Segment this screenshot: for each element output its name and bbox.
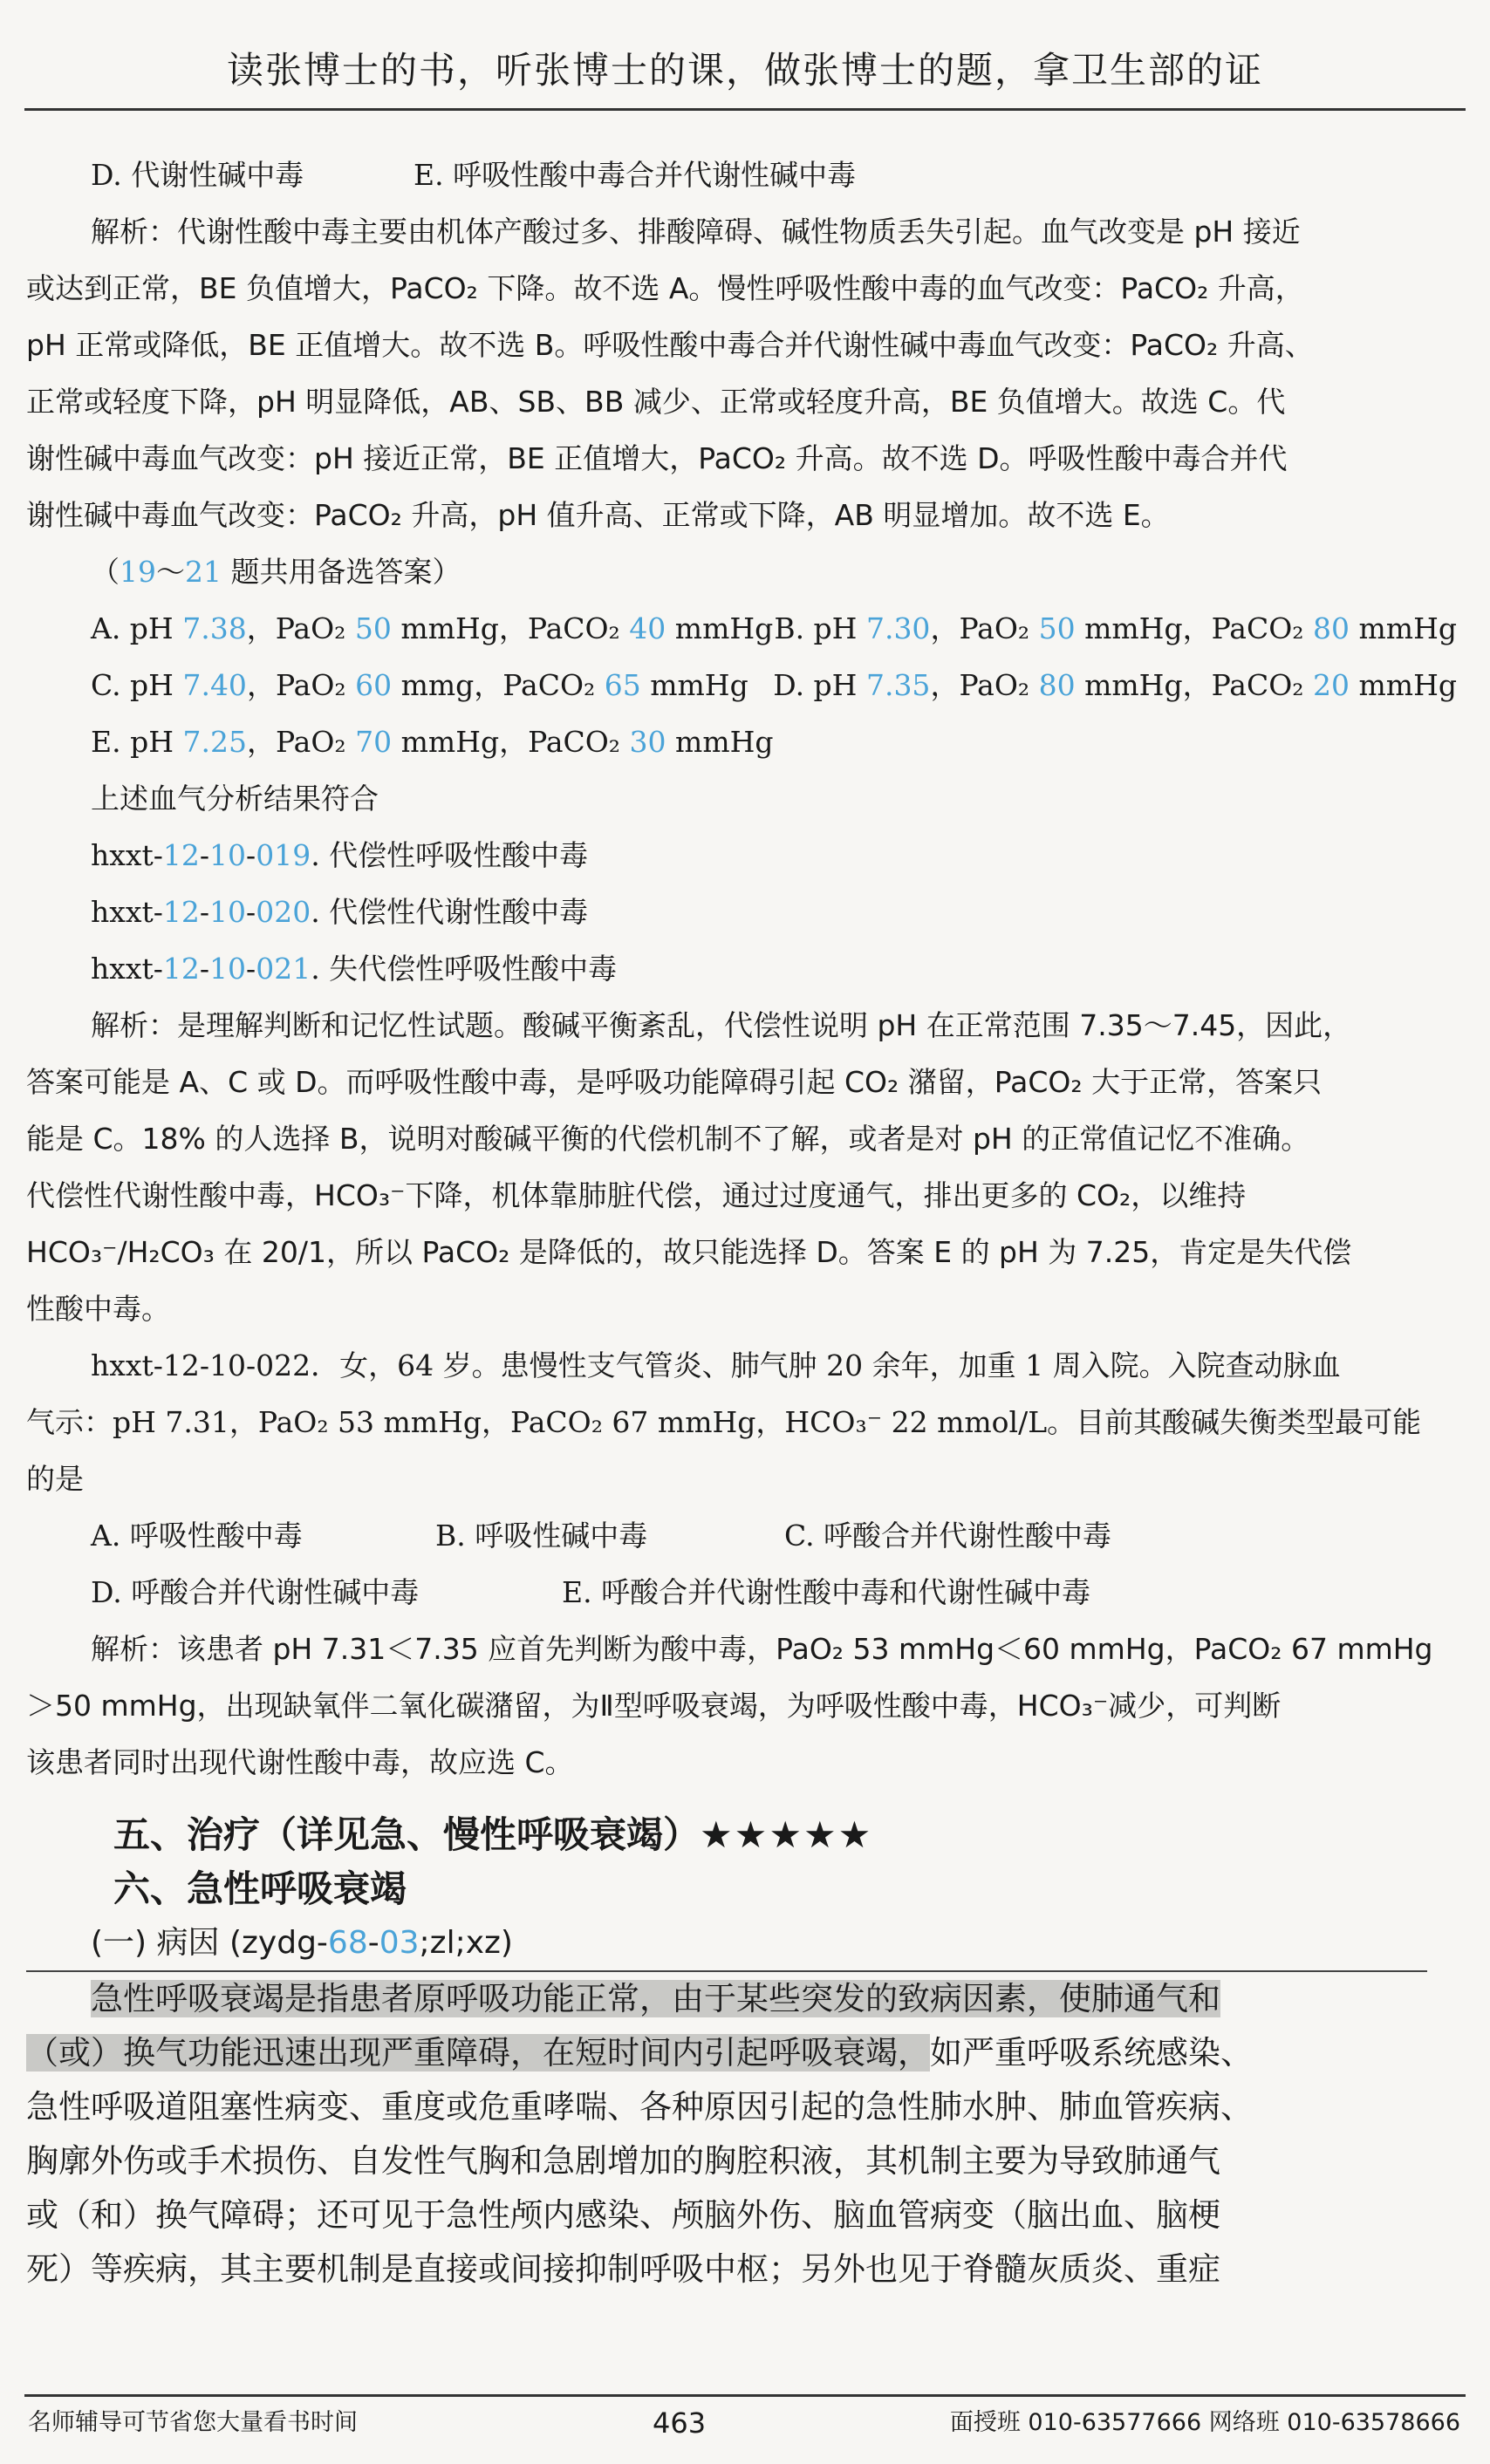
explanation-line: ＞50 mmHg，出现缺氧伴二氧化碳潴留，为Ⅱ型呼吸衰竭，为呼吸性酸中毒，HCO₃⁻减少，可判断	[26, 1689, 1282, 1723]
paco2-value: 65	[604, 668, 641, 702]
section-6-heading: 六、急性呼吸衰竭	[113, 1867, 407, 1910]
q18-options-de	[26, 147, 1457, 203]
question-item	[26, 827, 1457, 884]
stem-line: 的是	[26, 1462, 84, 1496]
outline-code-num: 03	[379, 1925, 420, 1961]
intro-text: （	[91, 555, 120, 589]
explanation-line: 正常或轻度下降，pH 明显降低，AB、SB、BB 减少、正常或轻度升高，BE 负值增大。故选 C。代	[26, 385, 1286, 419]
highlighted-text: 急性呼吸衰竭是指患者原呼吸功能正常，由于某些突发的致病因素，使肺通气和	[91, 1980, 1220, 2017]
shared-answers-intro	[26, 543, 1457, 600]
explanation-line: 解析：该患者 pH 7.31＜7.35 应首先判断为酸中毒，PaO₂ 53 mmHg＜60 mmHg，PaCO₂ 67 mmHg	[91, 1632, 1433, 1666]
shared-option-e	[26, 713, 1457, 770]
question-code: -	[199, 838, 210, 872]
question-code: -	[246, 952, 256, 986]
explanation-line: 解析：是理解判断和记忆性试题。酸碱平衡紊乱，代偿性说明 pH 在正常范围 7.35～7.45，因此，	[91, 1008, 1352, 1042]
option-text: ，PaO₂	[246, 611, 355, 645]
body-line	[26, 2026, 1457, 2080]
subsection-title: ;zl;xz)	[419, 1925, 513, 1961]
option-label: A. pH	[91, 611, 183, 645]
question-code: -	[199, 952, 210, 986]
body-line: 胸廓外伤或手术损伤、自发性气胸和急剧增加的胸腔积液，其机制主要为导致肺通气	[26, 2142, 1220, 2180]
option-text: mmg，PaCO₂	[392, 668, 605, 702]
option-label: C. pH	[91, 668, 183, 702]
subsection-1-heading	[26, 1916, 1427, 1972]
paco2-value: 20	[1313, 668, 1350, 702]
explanation-line: 性酸中毒。	[26, 1292, 170, 1326]
q22-option-e: E. 呼酸合并代谢性酸中毒和代谢性碱中毒	[562, 1575, 1091, 1609]
q22-option-a: A. 呼吸性酸中毒	[91, 1519, 303, 1553]
option-text: mmHg	[1350, 611, 1457, 645]
question-code-num: 12	[162, 838, 200, 872]
subsection-title: (一) 病因 (zydg-	[91, 1925, 328, 1961]
shared-option-b	[774, 600, 1457, 657]
explanation-line: 谢性碱中毒血气改变：pH 接近正常，BE 正值增大，PaCO₂ 升高。故不选 D。呼吸性酸中毒合并代	[26, 441, 1288, 475]
ph-value: 7.40	[182, 668, 247, 702]
header-title: 读张博士的书，听张博士的课，做张博士的题，拿卫生部的证	[226, 49, 1263, 92]
q18-option-e: E. 呼吸性酸中毒合并代谢性碱中毒	[414, 158, 857, 192]
explanation-line: 解析：代谢性酸中毒主要由机体产酸过多、排酸障碍、碱性物质丢失引起。血气改变是 pH 接近	[91, 215, 1301, 249]
question-code-num: 10	[209, 895, 247, 929]
intro-text: ～	[156, 555, 185, 589]
question-code-num: 020	[256, 895, 311, 929]
question-code-num: 019	[256, 838, 311, 872]
option-text: mmHg，PaCO₂	[391, 611, 630, 645]
q18-option-d: D. 代谢性碱中毒	[91, 158, 304, 192]
option-text: mmHg	[1350, 668, 1457, 702]
ph-value: 7.25	[182, 725, 247, 759]
question-code-num: 021	[256, 952, 311, 986]
page-footer	[24, 2394, 1466, 2449]
stem-line: 气示：pH 7.31，PaO₂ 53 mmHg，PaCO₂ 67 mmHg，HCO₃⁻ 22 mmol/L。目前其酸碱失衡类型最可能	[26, 1405, 1422, 1439]
question-code: hxxt-	[91, 895, 163, 929]
option-label: E. pH	[91, 725, 183, 759]
explanation-line: 能是 C。18% 的人选择 B，说明对酸碱平衡的代偿机制不了解，或者是对 pH 的正常值记忆不准确。	[26, 1122, 1310, 1156]
option-text: ，PaO₂	[930, 611, 1039, 645]
paco2-value: 80	[1313, 611, 1350, 645]
footer-contact: 面授班 010-63577666 网络班 010-63578666	[949, 2409, 1460, 2436]
page-number: 463	[653, 2406, 707, 2440]
outline-code-num: 68	[327, 1925, 368, 1961]
shared-options-row	[26, 657, 1457, 713]
question-code-num: 10	[209, 952, 247, 986]
highlighted-text: （或）换气功能迅速出现严重障碍，在短时间内引起呼吸衰竭，	[26, 2034, 930, 2072]
ph-value: 7.38	[182, 611, 247, 645]
explanation-line: 谢性碱中毒血气改变：PaCO₂ 升高，pH 值升高、正常或下降，AB 明显增加。故不选 E。	[26, 498, 1170, 532]
section-5-title: 五、治疗（详见急、慢性呼吸衰竭）	[113, 1813, 701, 1856]
option-text: mmHg，PaCO₂	[392, 725, 630, 759]
star-rating: ★★★★★	[700, 1813, 873, 1856]
q22-stem	[26, 1337, 1457, 1507]
ph-value: 7.35	[865, 668, 931, 702]
shared-option-a	[91, 600, 774, 657]
subsection-title: -	[367, 1925, 379, 1961]
question-number: 19	[120, 555, 156, 589]
footer-slogan: 名师辅导可节省您大量看书时间	[28, 2409, 358, 2436]
explanation-line: 代偿性代谢性酸中毒，HCO₃⁻下降，机体靠肺脏代偿，通过过度通气，排出更多的 CO₂，以维持	[26, 1178, 1247, 1212]
explanation-line: HCO₃⁻/H₂CO₃ 在 20/1，所以 PaCO₂ 是降低的，故只能选择 D。答案 E 的 pH 为 7.25，肯定是失代偿	[26, 1235, 1352, 1269]
pao2-value: 60	[355, 668, 393, 702]
shared-explanation	[26, 997, 1457, 1337]
option-text: ，PaO₂	[246, 725, 356, 759]
question-item	[26, 884, 1457, 940]
paco2-value: 30	[629, 725, 666, 759]
question-code-num: 10	[209, 838, 247, 872]
question-text: . 代偿性代谢性酸中毒	[311, 895, 589, 929]
shared-stem: 上述血气分析结果符合	[91, 782, 379, 816]
shared-option-c	[91, 657, 773, 713]
option-text: mmHg	[666, 611, 774, 645]
q22-options-row	[26, 1507, 1457, 1564]
body-line: 急性呼吸道阻塞性病变、重度或危重哮喘、各种原因引起的急性肺水肿、肺血管疾病、	[26, 2088, 1253, 2126]
intro-text: 题共用备选答案）	[222, 555, 461, 589]
question-code: -	[199, 895, 210, 929]
ph-value: 7.30	[865, 611, 931, 645]
question-item	[26, 940, 1457, 997]
q22-options-row	[26, 1564, 1457, 1621]
body-text: 如严重呼吸系统感染、	[930, 2034, 1253, 2072]
page-content	[26, 147, 1457, 2297]
q22-option-d: D. 呼酸合并代谢性碱中毒	[91, 1575, 420, 1609]
option-text: mmHg	[666, 725, 774, 759]
stem-line: hxxt-12-10-022．女，64 岁。患慢性支气管炎、肺气肿 20 余年，加重 1 周入院。入院查动脉血	[91, 1348, 1341, 1382]
option-text: mmHg，PaCO₂	[1075, 611, 1314, 645]
paco2-value: 40	[629, 611, 666, 645]
pao2-value: 50	[1038, 611, 1076, 645]
body-line: 或（和）换气障碍；还可见于急性颅内感染、颅脑外伤、脑血管病变（脑出血、脑梗	[26, 2196, 1220, 2234]
question-code: hxxt-	[91, 838, 163, 872]
question-code: hxxt-	[91, 952, 163, 986]
question-text: . 失代偿性呼吸性酸中毒	[311, 952, 618, 986]
explanation-line: 答案可能是 A、C 或 D。而呼吸性酸中毒，是呼吸功能障碍引起 CO₂ 潴留，PaCO₂ 大于正常，答案只	[26, 1065, 1323, 1099]
option-text: mmHg，PaCO₂	[1075, 668, 1314, 702]
question-number: 21	[185, 555, 222, 589]
explanation-line: 该患者同时出现代谢性酸中毒，故应选 C。	[26, 1745, 574, 1779]
section-5-heading	[26, 1808, 1457, 1862]
pao2-value: 70	[355, 725, 393, 759]
pao2-value: 50	[354, 611, 392, 645]
pao2-value: 80	[1038, 668, 1076, 702]
question-code-num: 12	[162, 952, 200, 986]
q22-option-c: C. 呼酸合并代谢性酸中毒	[784, 1519, 1112, 1553]
explanation-line: pH 正常或降低，BE 正值增大。故不选 B。呼吸性酸中毒合并代谢性碱中毒血气改变：PaCO₂ 升高、	[26, 328, 1314, 362]
question-text: . 代偿性呼吸性酸中毒	[311, 838, 589, 872]
option-text: ，PaO₂	[930, 668, 1039, 702]
shared-option-d	[773, 657, 1457, 713]
q18-explanation	[26, 203, 1457, 543]
option-label: B. pH	[774, 611, 866, 645]
page-header	[24, 33, 1466, 111]
question-code-num: 12	[162, 895, 200, 929]
option-text: ，PaO₂	[246, 668, 356, 702]
shared-options-row	[26, 600, 1457, 657]
option-text: mmHg	[640, 668, 748, 702]
question-code: -	[246, 895, 256, 929]
body-line: 死）等疾病，其主要机制是直接或间接抑制呼吸中枢；另外也见于脊髓灰质炎、重症	[26, 2250, 1220, 2288]
body-paragraph	[26, 1972, 1457, 2297]
explanation-line: 或达到正常，BE 负值增大，PaCO₂ 下降。故不选 A。慢性呼吸性酸中毒的血气改变：PaCO₂ 升高，	[26, 271, 1304, 305]
question-code: -	[246, 838, 256, 872]
body-line	[26, 1972, 1457, 2026]
q22-explanation	[26, 1621, 1457, 1791]
q22-option-b: B. 呼吸性碱中毒	[435, 1519, 648, 1553]
option-label: D. pH	[773, 668, 866, 702]
